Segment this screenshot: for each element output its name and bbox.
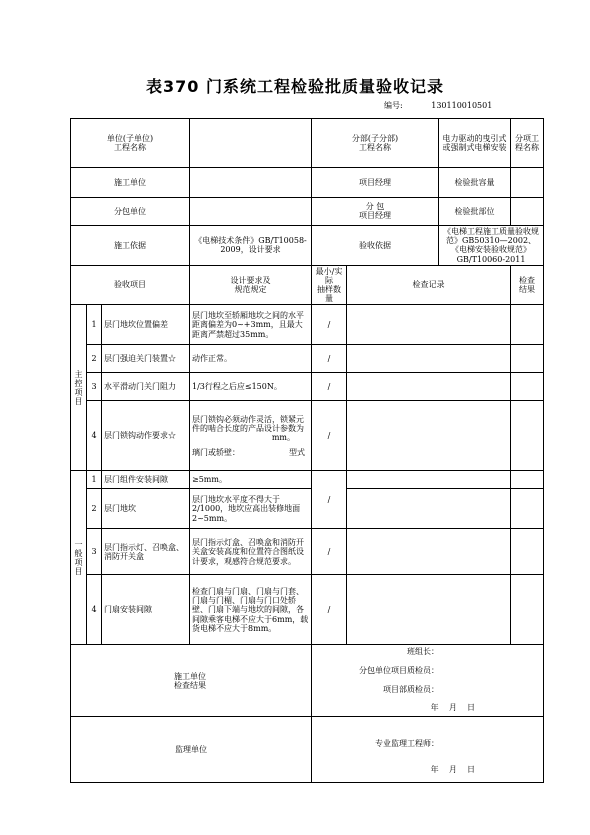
item-record[interactable] [347,373,511,401]
item-requirement: 1/3行程之后应≤150N。 [190,373,312,401]
col-design: 设计要求及 规范规定 [190,265,312,305]
construction-date: 年 月 日 [430,703,476,713]
page-title: 表370 门系统工程检验批质量验收记录 [146,77,444,96]
item-requirement-cell [190,401,312,471]
subdiv-value: 电力驱动的曳引式或强制式电梯安装 [442,133,507,152]
item-record[interactable] [347,529,511,575]
item-no: 3 [87,373,102,401]
item-no: 2 [87,489,102,529]
item-sample: / [312,471,347,529]
code-label: 编号: [384,101,403,110]
item-record[interactable] [347,471,511,489]
supervision-date: 年 月 日 [430,765,476,775]
subdiv-label-text: 分部(子分部) 工程名称 [351,133,399,152]
item-name: 层门锁钩动作要求☆ [102,401,190,471]
item-record[interactable] [347,575,511,645]
supervision-engineer-label: 专业监理工程师： [375,739,440,749]
construction-unit-value[interactable] [190,167,312,197]
item-name: 层门强迫关门装置☆ [102,345,190,373]
dept-inspector-label: 项目部质检员： [383,685,440,695]
header-row-3 [71,197,544,225]
col-item: 验收项目 [71,265,190,305]
item-requirement: 层门地坎至轿厢地坎之间的水平距离偏差为0~+3mm，且最大距离严禁超过35mm。 [190,305,312,345]
general-section-label: 一般项目 [71,471,87,645]
sub-manager-label: 分 包 项目经理 [312,197,439,225]
item-name: 层门地坎位置偏差 [102,305,190,345]
item-record[interactable] [347,489,511,529]
main-section-label: 主控项目 [71,305,87,471]
construction-result-row [71,645,544,717]
item-sample: / [312,373,347,401]
unit-name-label: 单位(子单位) 工程名称 [71,119,190,168]
subdiv-label [312,119,439,168]
general-row-3 [71,529,544,575]
col-result: 检查 结果 [511,265,544,305]
acceptance-label: 验收依据 [312,225,439,265]
header-row-2 [71,167,544,197]
item-sample: / [312,305,347,345]
sub-unit-label: 分包单位 [71,197,190,225]
header-row-4 [71,225,544,265]
item-requirement: 检查门扇与门扇、门扇与门套、门扇与门楣、门扇与门口处轿壁、门扇下端与地坎的间隙，各间隙乘客电梯不应大于6mm，载货电梯不应大于8mm。 [190,575,312,645]
item-requirement: 动作正常。 [190,345,312,373]
item-record[interactable] [347,401,511,471]
subitem-label: 分项工程名称 [511,119,544,168]
item-requirement-2: 璃门或轿壁： [192,448,241,458]
item-result[interactable] [511,373,544,401]
item-requirement: 层门锁钩必须动作灵活，锁紧元件的啮合长度的产品设计参数为 [192,414,305,433]
item-result[interactable] [511,529,544,575]
column-header-row [71,265,544,305]
sub-unit-value[interactable] [190,197,312,225]
item-sample: / [312,401,347,471]
item-result[interactable] [511,401,544,471]
item-sample: / [312,575,347,645]
main-row-1 [71,305,544,345]
project-manager-label: 项目经理 [312,167,439,197]
main-row-3 [71,373,544,401]
supervision-label: 监理单位 [71,717,312,783]
item-result[interactable] [511,471,544,489]
inspection-form-table [70,118,544,783]
item-requirement: 层门地坎水平度不得大于2/1000，地坎应高出装修地面2~5mm。 [190,489,312,529]
item-record[interactable] [347,305,511,345]
construction-result-signatures [312,645,544,717]
item-sample: / [312,345,347,373]
item-result[interactable] [511,305,544,345]
batch-part-value[interactable] [511,197,544,225]
item-name: 门扇安装间隙 [102,575,190,645]
item-name: 层门地坎 [102,489,190,529]
item-record[interactable] [347,345,511,373]
main-row-2 [71,345,544,373]
item-result[interactable] [511,575,544,645]
code-value: 130110010501 [431,101,493,110]
supervision-signatures [312,717,544,783]
item-result[interactable] [511,489,544,529]
general-row-4 [71,575,544,645]
construction-unit-label: 施工单位 [71,167,190,197]
item-requirement: ≥5mm。 [190,471,312,489]
main-row-4 [71,401,544,471]
record-code [384,100,492,111]
item-no: 3 [87,529,102,575]
general-row-1 [71,471,544,489]
item-requirement-tail: 型式 [289,448,306,458]
item-result[interactable] [511,345,544,373]
item-no: 4 [87,575,102,645]
acceptance-value: 《电梯工程施工质量验收规范》GB50310—2002、《电梯安装验收规范》GB/T10060-2011 [439,225,544,265]
sub-inspector-label: 分包单位项目质检员： [359,666,440,676]
general-row-2 [71,489,544,529]
construction-result-label: 施工单位 检查结果 [71,645,312,717]
supervision-row [71,717,544,783]
batch-part-label: 检验批部位 [439,197,511,225]
item-sample: / [312,529,347,575]
unit-name-value[interactable] [190,119,312,168]
col-sample: 最小/实际 抽样数量 [312,265,347,305]
team-leader-label: 班组长： [407,647,440,657]
item-no: 4 [87,401,102,471]
header-row-1 [71,119,544,168]
batch-capacity-label: 检验批容量 [439,167,511,197]
item-no: 2 [87,345,102,373]
item-requirement-unit: mm。 [271,432,296,442]
item-name: 层门指示灯、召唤盒、消防开关盒 [102,529,190,575]
subdiv-value-cell [439,119,511,168]
col-record: 检查记录 [347,265,511,305]
item-name: 水平滑动门关门阻力 [102,373,190,401]
item-requirement: 层门指示灯盒、召唤盒和消防开关盒安装高度和位置符合图纸设计要求，观感符合规范要求。 [190,529,312,575]
item-name: 层门组件安装间隙 [102,471,190,489]
item-no: 1 [87,305,102,345]
batch-capacity-value[interactable] [511,167,544,197]
basis-value: 《电梯技术条件》GB/T10058-2009，设计要求 [190,225,312,265]
item-no: 1 [87,471,102,489]
basis-label: 施工依据 [71,225,190,265]
